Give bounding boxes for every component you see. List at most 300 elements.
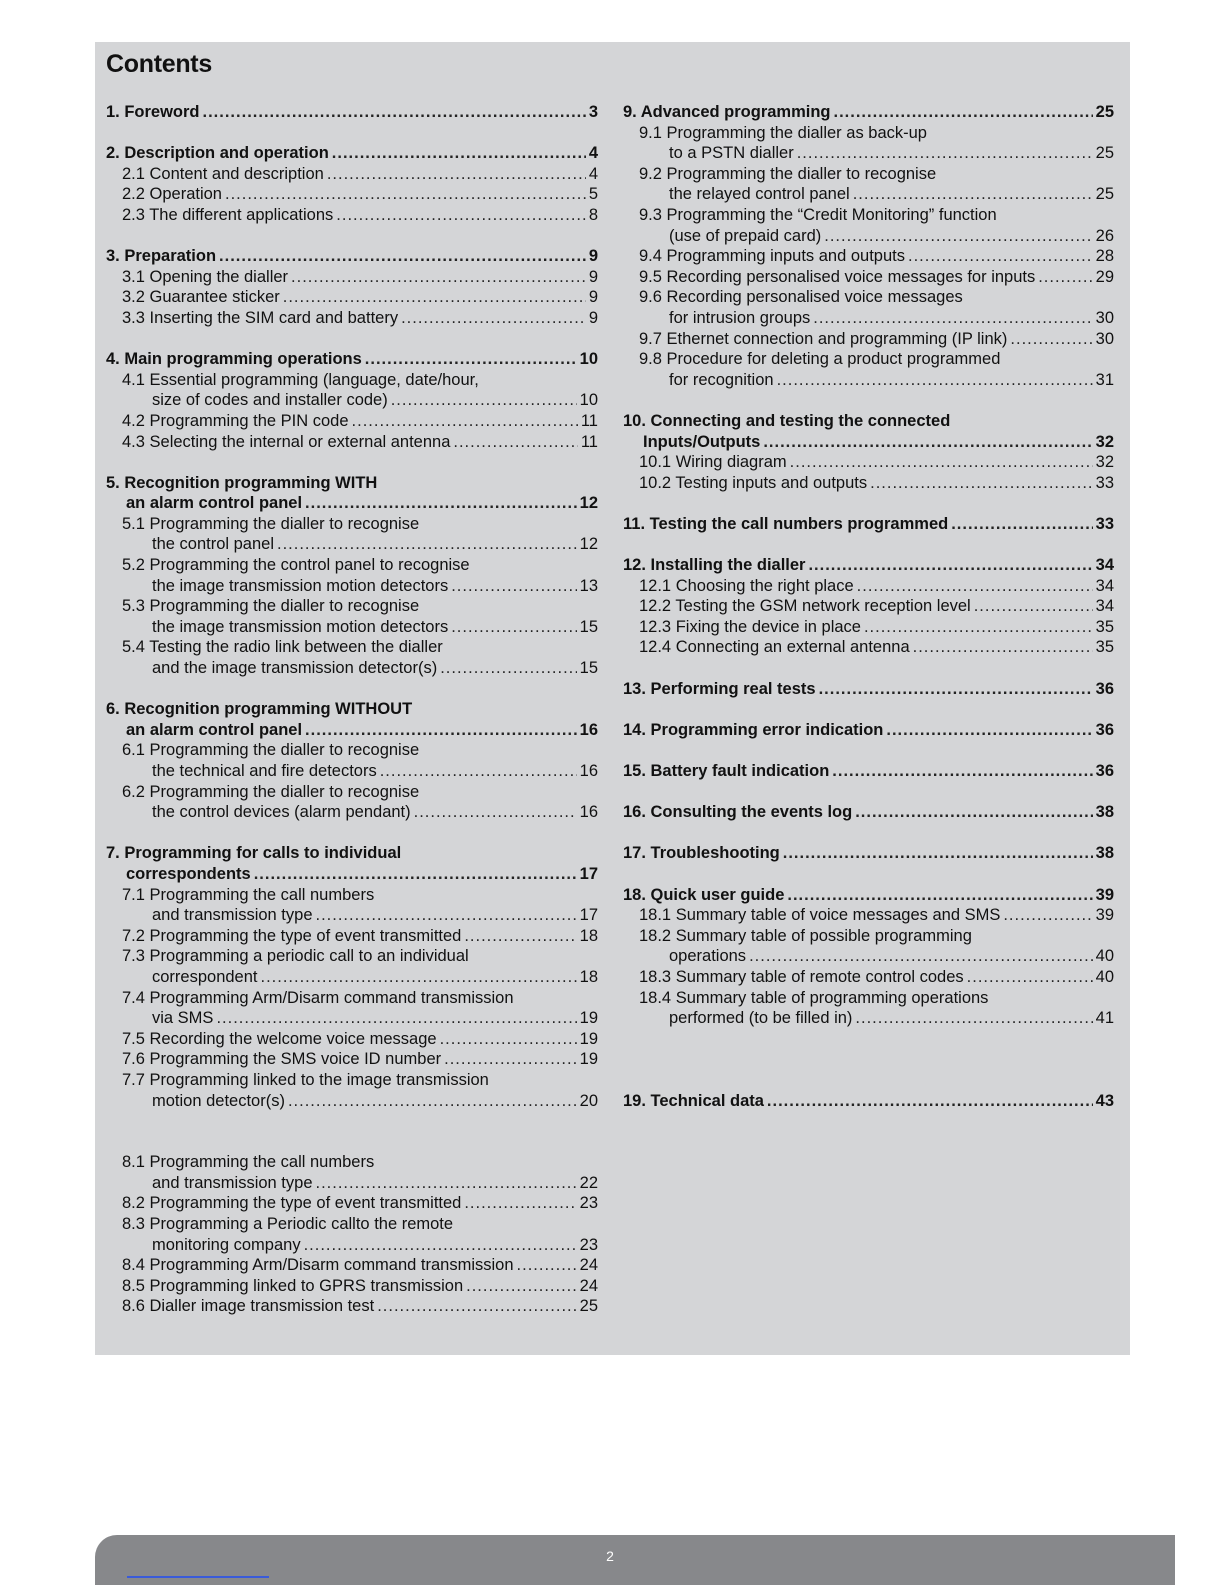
toc-page-number: 19 [579, 1009, 598, 1028]
toc-entry-title: 9.3 Programming the “Credit Monitoring” function [639, 205, 997, 224]
toc-entry-title: 9.5 Recording personalised voice messages for inputs [639, 267, 1036, 286]
toc-entry-title: 9.2 Programming the dialler to recognise [639, 164, 937, 183]
toc-chapter-entry[interactable] [106, 473, 598, 514]
toc-entry-title: 11. Testing the call numbers programmed [623, 514, 949, 533]
toc-dot-leader [225, 184, 586, 205]
toc-page-number: 9 [588, 267, 598, 286]
toc-dot-leader [203, 102, 586, 123]
toc-entry-title: 7.7 Programming linked to the image transmission [122, 1070, 489, 1089]
page-title: Contents [106, 50, 212, 78]
toc-line [106, 1070, 598, 1091]
toc-dot-leader [327, 164, 586, 185]
toc-dot-leader [380, 761, 577, 782]
toc-line [106, 1152, 598, 1173]
toc-entry-title: 7.5 Recording the welcome voice message [122, 1029, 437, 1048]
toc-line [623, 164, 1114, 185]
toc-chapter-entry[interactable] [623, 761, 1114, 782]
toc-dot-leader [254, 864, 577, 885]
toc-entry-title: correspondent [152, 967, 258, 986]
toc-line [106, 1235, 598, 1256]
toc-section-entry[interactable] [106, 514, 598, 555]
toc-entry-title: 17. Troubleshooting [623, 844, 780, 863]
toc-entry-title: the image transmission motion detectors [152, 617, 449, 636]
toc-chapter-entry[interactable] [106, 102, 598, 123]
toc-line [623, 205, 1114, 226]
toc-entry-title: 3.2 Guarantee sticker [122, 288, 280, 307]
toc-section-entry[interactable] [623, 123, 1114, 164]
toc-chapter-entry[interactable] [106, 843, 598, 884]
toc-page-number: 36 [1095, 679, 1114, 698]
toc-column-left [106, 102, 598, 1317]
toc-entry-title: 7.1 Programming the call numbers [122, 885, 375, 904]
toc-line [106, 637, 598, 658]
toc-entry-title: 3. Preparation [106, 247, 217, 266]
toc-dot-leader [857, 576, 1093, 597]
toc-entry-title: 2.2 Operation [122, 185, 222, 204]
toc-chapter-entry[interactable] [106, 246, 598, 267]
toc-entry-title: 4.1 Essential programming (language, date/hour, [122, 370, 479, 389]
toc-page-number: 23 [579, 1194, 598, 1213]
toc-page-number: 9 [588, 308, 598, 327]
toc-line [623, 596, 1114, 617]
toc-line [106, 308, 598, 329]
toc-section-entry[interactable] [623, 473, 1114, 494]
toc-chapter-entry[interactable] [623, 102, 1114, 123]
toc-dot-leader [291, 267, 586, 288]
toc-page-number: 34 [1095, 556, 1114, 575]
toc-dot-leader [853, 184, 1093, 205]
toc-page-number: 33 [1095, 514, 1114, 533]
toc-entry-title: 8.3 Programming a Periodic callto the remote [122, 1215, 454, 1234]
toc-line [623, 143, 1114, 164]
toc-page-number: 5 [588, 185, 598, 204]
toc-line [106, 102, 598, 123]
toc-line [623, 988, 1114, 1009]
toc-page-number: 36 [1095, 762, 1114, 780]
toc-page-number: 32 [1095, 453, 1114, 472]
toc-entry-title: 5.2 Programming the control panel to recognise [122, 556, 470, 575]
toc-page-number: 4 [588, 164, 598, 183]
toc-entry-title: 15. Battery fault indication [623, 762, 830, 780]
toc-page-number: 28 [1095, 247, 1114, 266]
toc-dot-leader [913, 637, 1093, 658]
toc-entry-title: 7.3 Programming a periodic call to an individual [122, 947, 469, 966]
toc-entry-title: 12.1 Choosing the right place [639, 576, 854, 595]
toc-page-number: 10 [579, 391, 598, 410]
toc-dot-leader [824, 226, 1092, 247]
toc-dot-leader [886, 720, 1092, 741]
toc-section-entry[interactable] [623, 617, 1114, 638]
toc-section-entry[interactable] [106, 926, 598, 947]
toc-chapter-entry[interactable] [106, 349, 598, 370]
toc-line [106, 782, 598, 803]
toc-page-number: 19 [579, 1029, 598, 1048]
toc-page-number: 18 [579, 926, 598, 945]
toc-line [623, 349, 1114, 370]
toc-dot-leader [332, 143, 586, 164]
toc-entry-title: the technical and fire detectors [152, 762, 377, 780]
toc-section-entry[interactable] [106, 885, 598, 926]
toc-page-number: 34 [1095, 597, 1114, 616]
toc-page-number: 41 [1095, 1009, 1114, 1028]
toc-entry-title: 8.1 Programming the call numbers [122, 1153, 375, 1172]
toc-section-entry[interactable] [106, 1049, 598, 1070]
toc-page-number: 16 [579, 803, 598, 822]
toc-dot-leader [401, 308, 586, 329]
toc-line [106, 802, 598, 823]
toc-dot-leader [783, 843, 1093, 864]
toc-line [623, 967, 1114, 988]
toc-dot-leader [466, 1276, 577, 1297]
toc-dot-leader [517, 1255, 577, 1276]
toc-entry-title: 5. Recognition programming WITH [106, 473, 378, 492]
page-number: 2 [606, 1548, 614, 1564]
toc-section-entry[interactable] [623, 329, 1114, 350]
toc-section-entry[interactable] [106, 432, 598, 453]
toc-line [623, 123, 1114, 144]
toc-entry-title: operations [669, 947, 747, 966]
toc-entry-title: motion detector(s) [152, 1091, 285, 1110]
toc-dot-leader [414, 802, 577, 823]
toc-line [106, 555, 598, 576]
toc-entry-title: 12. Installing the dialler [623, 556, 806, 575]
toc-dot-leader [352, 411, 578, 432]
toc-page-number: 25 [1095, 144, 1114, 163]
toc-dot-leader [261, 967, 577, 988]
toc-dot-leader [951, 514, 1092, 535]
toc-line [106, 1008, 598, 1029]
toc-entry-title: 10. Connecting and testing the connected [623, 411, 951, 430]
toc-page-number: 32 [1095, 432, 1114, 451]
toc-page-number: 25 [579, 1297, 598, 1316]
toc-entry-title: 10.1 Wiring diagram [639, 453, 787, 472]
toc-section-entry[interactable] [106, 555, 598, 596]
toc-dot-leader [305, 720, 577, 741]
toc-line [623, 246, 1114, 267]
toc-page-number: 34 [1095, 576, 1114, 595]
toc-dot-leader [283, 287, 586, 308]
toc-entry-title: 5.4 Testing the radio link between the dialler [122, 638, 443, 657]
toc-chapter-entry[interactable] [623, 514, 1114, 535]
toc-line [106, 390, 598, 411]
toc-section-entry[interactable] [106, 267, 598, 288]
toc-section-entry[interactable] [106, 1152, 598, 1193]
toc-entry-title: 9.1 Programming the dialler as back-up [639, 123, 927, 142]
toc-page-number: 11 [580, 411, 598, 430]
toc-entry-title: 6. Recognition programming WITHOUT [106, 700, 413, 719]
toc-line [623, 287, 1114, 308]
toc-section-entry[interactable] [106, 596, 598, 637]
toc-section-entry[interactable] [623, 576, 1114, 597]
toc-dot-leader [216, 1008, 576, 1029]
toc-line [623, 226, 1114, 247]
toc-section-entry[interactable] [623, 988, 1114, 1029]
toc-page-number: 26 [1095, 226, 1114, 245]
toc-line [623, 843, 1114, 864]
toc-section-entry[interactable] [623, 246, 1114, 267]
toc-section-entry[interactable] [623, 205, 1114, 246]
toc-line [623, 802, 1114, 823]
toc-entry-title: 12.4 Connecting an external antenna [639, 638, 910, 657]
toc-line [623, 926, 1114, 947]
toc-dot-leader [219, 246, 586, 267]
toc-entry-title: 16. Consulting the events log [623, 803, 853, 822]
toc-section-entry[interactable] [623, 637, 1114, 658]
toc-section-entry[interactable] [106, 205, 598, 226]
toc-section-entry[interactable] [106, 1255, 598, 1276]
toc-line [106, 349, 598, 370]
toc-page-number: 18 [579, 967, 598, 986]
toc-section-entry[interactable] [106, 946, 598, 987]
toc-page-number: 9 [588, 247, 598, 266]
toc-entry-title: and transmission type [152, 906, 313, 925]
toc-line [623, 411, 1114, 432]
toc-section-entry[interactable] [623, 349, 1114, 390]
toc-section-entry[interactable] [623, 926, 1114, 967]
toc-line [623, 329, 1114, 350]
toc-page-number: 10 [579, 350, 598, 369]
toc-page-number: 38 [1095, 803, 1114, 822]
toc-line [106, 1276, 598, 1297]
toc-page-number: 30 [1095, 329, 1114, 348]
toc-dot-leader [790, 452, 1093, 473]
toc-entry-title: 18.3 Summary table of remote control codes [639, 967, 964, 986]
toc-dot-leader [908, 246, 1093, 267]
toc-line [106, 926, 598, 947]
toc-line [106, 617, 598, 638]
toc-entry-title: 18.4 Summary table of programming operations [639, 988, 989, 1007]
toc-entry-title: 7.6 Programming the SMS voice ID number [122, 1050, 442, 1069]
toc-chapter-entry[interactable] [623, 411, 1114, 452]
toc-dot-leader [1003, 905, 1092, 926]
toc-section-entry[interactable] [106, 1029, 598, 1050]
toc-entry-title: 3.3 Inserting the SIM card and battery [122, 308, 399, 327]
toc-dot-leader [855, 1008, 1092, 1029]
toc-entry-title: monitoring company [152, 1235, 301, 1254]
toc-dot-leader [749, 946, 1093, 967]
toc-line [106, 287, 598, 308]
toc-dot-leader [763, 432, 1092, 453]
toc-section-entry[interactable] [106, 1276, 598, 1297]
toc-section-entry[interactable] [106, 287, 598, 308]
toc-section-entry[interactable] [623, 164, 1114, 205]
toc-page-number: 38 [1095, 844, 1114, 863]
toc-dot-leader [870, 473, 1093, 494]
toc-entry-title: an alarm control panel [126, 494, 303, 513]
toc-page-number: 29 [1095, 267, 1114, 286]
toc-entry-title: 8.2 Programming the type of event transmitted [122, 1194, 462, 1213]
toc-section-entry[interactable] [106, 164, 598, 185]
toc-chapter-entry[interactable] [623, 885, 1114, 906]
toc-page-number: 12 [579, 535, 598, 554]
toc-dot-leader [855, 802, 1092, 823]
toc-entry-title: 7.4 Programming Arm/Disarm command transmission [122, 988, 514, 1007]
toc-line [106, 946, 598, 967]
toc-entry-title: 8.5 Programming linked to GPRS transmission [122, 1276, 464, 1295]
toc-entry-title: 6.2 Programming the dialler to recognise [122, 782, 420, 801]
toc-section-entry[interactable] [623, 267, 1114, 288]
toc-line [106, 1255, 598, 1276]
toc-entry-title: 9.8 Procedure for deleting a product programmed [639, 350, 1001, 369]
toc-line [106, 246, 598, 267]
toc-page-number: 8 [588, 205, 598, 224]
toc-page-number: 30 [1095, 308, 1114, 327]
toc-entry-title: (use of prepaid card) [669, 226, 822, 245]
toc-line [106, 1091, 598, 1112]
toc-dot-leader [974, 596, 1093, 617]
toc-dot-leader [797, 143, 1093, 164]
toc-line [106, 1029, 598, 1050]
toc-chapter-entry[interactable] [623, 802, 1114, 823]
toc-line [106, 534, 598, 555]
toc-line [106, 1173, 598, 1194]
toc-page-number: 17 [579, 864, 598, 883]
toc-page-number: 24 [579, 1276, 598, 1295]
toc-dot-leader [819, 679, 1093, 700]
toc-line [106, 1214, 598, 1235]
toc-entry-title: 4.3 Selecting the internal or external antenna [122, 432, 451, 451]
toc-line [106, 473, 598, 494]
toc-line [623, 617, 1114, 638]
toc-line [623, 679, 1114, 700]
toc-dot-leader [1010, 329, 1092, 350]
toc-dot-leader [277, 534, 577, 555]
toc-line [106, 658, 598, 679]
toc-section-entry[interactable] [106, 1214, 598, 1255]
toc-page-number: 39 [1095, 885, 1114, 904]
toc-entry-title: performed (to be filled in) [669, 1009, 853, 1028]
toc-dot-leader [464, 1193, 576, 1214]
toc-page-number: 40 [1095, 967, 1114, 986]
toc-dot-leader [451, 576, 576, 597]
toc-section-entry[interactable] [106, 1296, 598, 1317]
toc-line [623, 473, 1114, 494]
toc-chapter-entry[interactable] [623, 720, 1114, 741]
toc-line [623, 1008, 1114, 1029]
toc-chapter-entry[interactable] [623, 1091, 1114, 1112]
toc-dot-leader [305, 493, 577, 514]
toc-line [623, 308, 1114, 329]
toc-line [106, 988, 598, 1009]
toc-dot-leader [440, 658, 576, 679]
toc-section-entry[interactable] [106, 184, 598, 205]
toc-line [106, 967, 598, 988]
toc-page-number: 31 [1095, 370, 1114, 389]
toc-entry-title: 5.3 Programming the dialler to recognise [122, 597, 420, 616]
toc-section-entry[interactable] [106, 637, 598, 678]
toc-page-number: 25 [1095, 185, 1114, 204]
toc-dot-leader [464, 926, 576, 947]
toc-page-number: 23 [579, 1235, 598, 1254]
toc-section-entry[interactable] [623, 287, 1114, 328]
toc-section-entry[interactable] [106, 370, 598, 411]
toc-line [623, 905, 1114, 926]
toc-section-entry[interactable] [106, 308, 598, 329]
toc-entry-title: 4. Main programming operations [106, 350, 362, 369]
toc-page-number: 12 [579, 494, 598, 513]
toc-section-entry[interactable] [623, 967, 1114, 988]
toc-dot-leader [316, 1173, 577, 1194]
toc-entry-title: 7.2 Programming the type of event transmitted [122, 926, 462, 945]
toc-dot-leader [967, 967, 1093, 988]
toc-entry-title: 7. Programming for calls to individual [106, 844, 402, 863]
toc-chapter-entry[interactable] [623, 555, 1114, 576]
toc-entry-title: 8.4 Programming Arm/Disarm command transmission [122, 1256, 514, 1275]
toc-dot-leader [336, 205, 586, 226]
toc-entry-title: 4.2 Programming the PIN code [122, 411, 349, 430]
toc-chapter-entry[interactable] [623, 679, 1114, 700]
toc-entry-title: 3.1 Opening the dialler [122, 267, 289, 286]
toc-line [623, 946, 1114, 967]
toc-entry-title: 1. Foreword [106, 103, 200, 121]
toc-line [106, 1193, 598, 1214]
toc-section-entry[interactable] [623, 905, 1114, 926]
toc-line [106, 1296, 598, 1317]
toc-line [106, 184, 598, 205]
toc-line [623, 432, 1114, 453]
toc-entry-title: 12.3 Fixing the device in place [639, 617, 861, 636]
toc-page-number: 43 [1095, 1091, 1114, 1110]
toc-section-entry[interactable] [106, 1193, 598, 1214]
toc-entry-title: the control panel [152, 535, 275, 554]
toc-chapter-entry[interactable] [106, 699, 598, 740]
toc-line [106, 411, 598, 432]
toc-section-entry[interactable] [623, 596, 1114, 617]
toc-page-number: 36 [1095, 720, 1114, 739]
toc-page-number: 16 [579, 720, 598, 739]
toc-dot-leader [444, 1049, 577, 1070]
toc-line [623, 267, 1114, 288]
toc-line [623, 514, 1114, 535]
toc-section-entry[interactable] [623, 452, 1114, 473]
toc-dot-leader [864, 617, 1093, 638]
toc-entry-title: to a PSTN dialler [669, 144, 794, 163]
toc-page-number: 39 [1095, 906, 1114, 925]
toc-line [106, 514, 598, 535]
toc-column-right [623, 102, 1114, 1111]
toc-entry-title: 9.6 Recording personalised voice messages [639, 288, 963, 307]
toc-entry-title: 19. Technical data [623, 1091, 764, 1110]
toc-entry-title: an alarm control panel [126, 720, 303, 739]
toc-line [106, 267, 598, 288]
toc-page-number: 3 [588, 103, 598, 121]
toc-section-entry[interactable] [106, 740, 598, 781]
toc-line [623, 720, 1114, 741]
toc-section-entry[interactable] [106, 782, 598, 823]
toc-entry-title: via SMS [152, 1009, 214, 1028]
toc-dot-leader [451, 617, 576, 638]
toc-page-number: 4 [588, 144, 598, 163]
toc-page-number: 17 [579, 906, 598, 925]
toc-section-entry[interactable] [106, 988, 598, 1029]
toc-dot-leader [391, 390, 577, 411]
toc-line [106, 205, 598, 226]
toc-chapter-entry[interactable] [623, 843, 1114, 864]
toc-line [623, 637, 1114, 658]
toc-entry-title: 9. Advanced programming [623, 103, 831, 121]
toc-page-number: 20 [579, 1091, 598, 1110]
toc-chapter-entry[interactable] [106, 143, 598, 164]
toc-entry-title: and transmission type [152, 1173, 313, 1192]
toc-line [623, 184, 1114, 205]
toc-section-entry[interactable] [106, 411, 598, 432]
toc-line [623, 1091, 1114, 1112]
toc-dot-leader [834, 102, 1093, 123]
toc-entry-title: 2.1 Content and description [122, 164, 324, 183]
toc-section-entry[interactable] [106, 1070, 598, 1111]
toc-entry-title: 8.6 Dialler image transmission test [122, 1297, 375, 1316]
footer-link-underline[interactable] [127, 1576, 269, 1578]
